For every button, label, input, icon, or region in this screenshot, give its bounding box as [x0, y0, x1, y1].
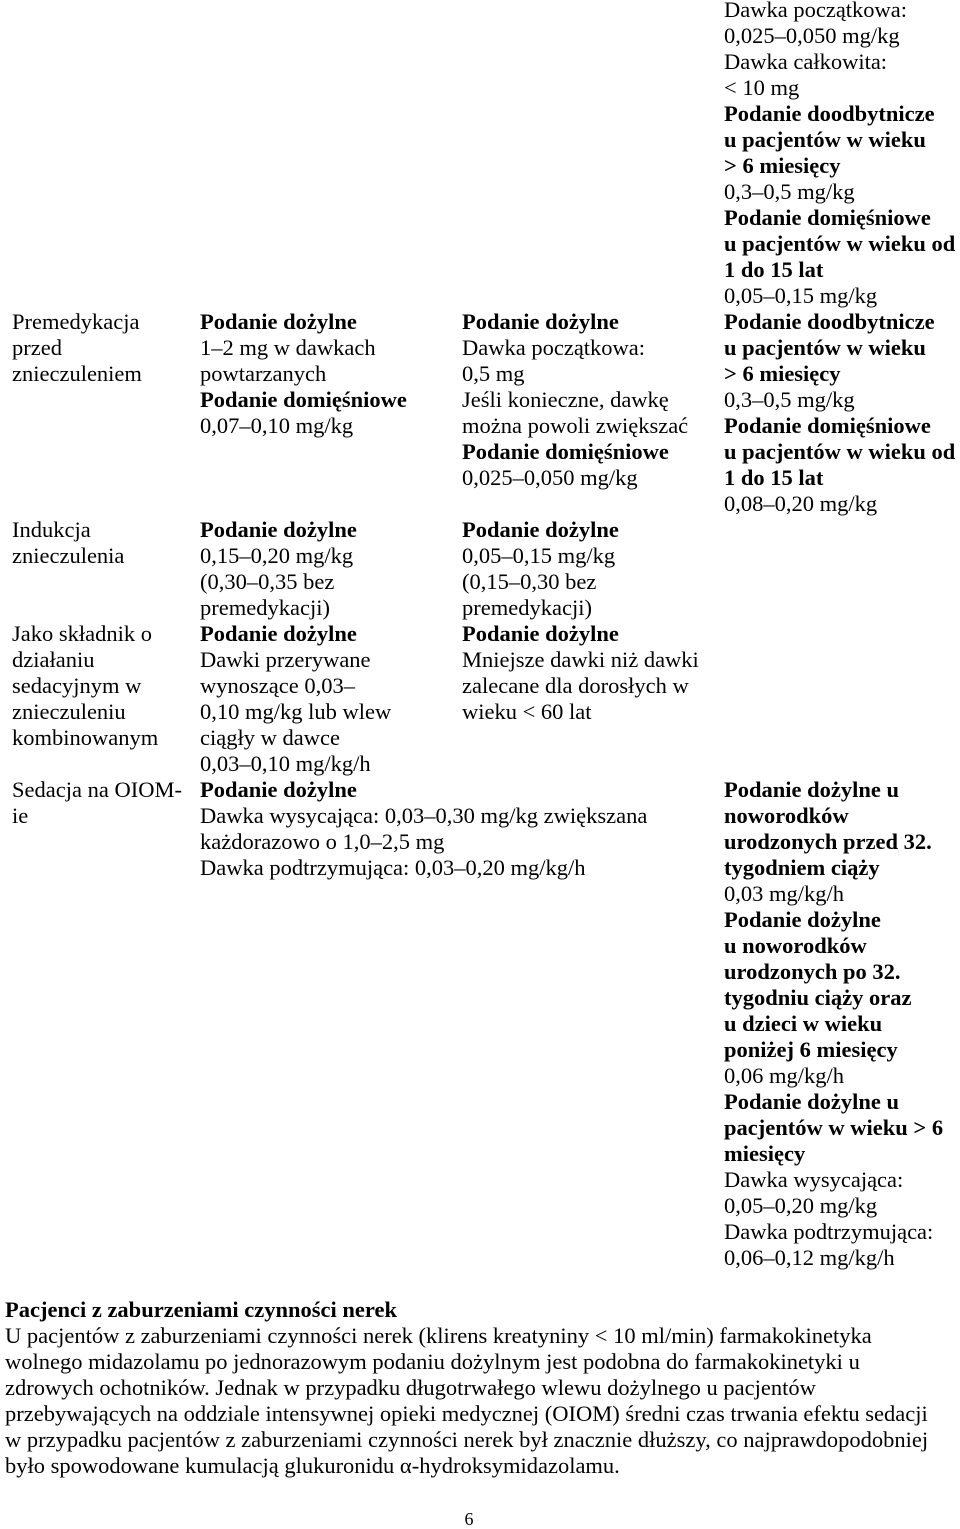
dose-text: 0,06 mg/kg/h [724, 1063, 845, 1088]
dose-text: wynoszące 0,03– [200, 673, 355, 698]
dose-text: Dawki przerywane [200, 647, 371, 672]
dose-text: Dawka podtrzymująca: 0,03–0,20 mg/kg/h [200, 855, 586, 880]
route-heading: Podanie doodbytnicze [724, 101, 935, 126]
page-number: 6 [464, 1509, 474, 1529]
indication-text: Indukcja [12, 517, 91, 542]
route-heading: Podanie doodbytnicze [724, 309, 935, 334]
route-heading: u pacjentów w wieku [724, 127, 926, 152]
dose-text: 0,05–0,20 mg/kg [724, 1193, 878, 1218]
route-heading: Podanie dożylne [200, 517, 357, 542]
indication-text: znieczuleniem [12, 361, 142, 386]
dose-cell [200, 621, 391, 777]
route-heading: urodzonych przed 32. [724, 829, 932, 854]
dose-text: powtarzanych [200, 361, 327, 386]
dose-text: Dawka całkowita: [724, 49, 888, 74]
indication-text: Jako składnik o [12, 621, 152, 646]
dose-cell [724, 777, 943, 1271]
dose-text: 0,025–0,050 mg/kg [462, 465, 638, 490]
route-heading: Podanie dożylne u [724, 777, 900, 802]
route-heading: Podanie domięśniowe [724, 205, 931, 230]
route-heading: miesięcy [724, 1141, 806, 1166]
renal-paragraph-line: przebywających na oddziale intensywnej opieki medycznej (OIOM) średni czas trwania efektu sedacji [5, 1401, 928, 1426]
route-heading: Podanie dożylne [200, 777, 357, 802]
indication-text: ie [12, 803, 29, 828]
route-heading: noworodków [724, 803, 849, 828]
dose-text: premedykacji) [462, 595, 592, 620]
route-heading: Podanie domięśniowe [462, 439, 669, 464]
indication-cell-combined-anaesthesia [12, 621, 158, 751]
indication-text: Sedacja na OIOM- [12, 777, 182, 802]
dose-text: 0,10 mg/kg lub wlew [200, 699, 392, 724]
dose-text: (0,30–0,35 bez [200, 569, 335, 594]
dose-cell [200, 309, 407, 439]
route-heading: urodzonych po 32. [724, 959, 901, 984]
route-heading: Podanie dożylne [462, 621, 619, 646]
dose-text: 0,06–0,12 mg/kg/h [724, 1245, 895, 1270]
indication-text: znieczuleniu [12, 699, 126, 724]
dose-cell [724, 309, 955, 517]
dose-cell-merged [200, 777, 647, 881]
dose-text: 0,03–0,10 mg/kg/h [200, 751, 371, 776]
dose-cell [462, 517, 619, 621]
route-heading: 1 do 15 lat [724, 465, 824, 490]
route-heading: Podanie dożylne [200, 309, 357, 334]
dose-text: 0,07–0,10 mg/kg [200, 413, 354, 438]
dose-text: 0,5 mg [462, 361, 525, 386]
dose-text: Dawka wysycająca: 0,03–0,30 mg/kg zwiększana [200, 803, 648, 828]
renal-section [5, 1297, 928, 1479]
dose-text: 0,025–0,050 mg/kg [724, 23, 900, 48]
indication-cell-icu-sedation [12, 777, 182, 829]
dose-text: ciągły w dawce [200, 725, 340, 750]
route-heading: Podanie domięśniowe [200, 387, 407, 412]
dose-text: Dawka podtrzymująca: [724, 1219, 934, 1244]
renal-paragraph-line: wolnego midazolamu po jednorazowym podaniu dożylnym jest podobna do farmakokinetyki u [5, 1349, 860, 1374]
dose-text: wieku < 60 lat [462, 699, 592, 724]
route-heading: tygodniem ciąży [724, 855, 880, 880]
route-heading: poniżej 6 miesięcy [724, 1037, 898, 1062]
renal-paragraph-line: U pacjentów z zaburzeniami czynności nerek (klirens kreatyniny < 10 ml/min) farmakokinetyka [5, 1323, 872, 1348]
dose-text: 0,05–0,15 mg/kg [724, 283, 878, 308]
route-heading: u pacjentów w wieku od [724, 231, 956, 256]
indication-text: znieczulenia [12, 543, 125, 568]
indication-text: przed [12, 335, 62, 360]
indication-text: Premedykacja [12, 309, 140, 334]
route-heading: Podanie dożylne u [724, 1089, 900, 1114]
dose-cell [200, 517, 357, 621]
dose-text: Dawka początkowa: [462, 335, 646, 360]
route-heading: u noworodków [724, 933, 867, 958]
dose-cell-continued [724, 0, 955, 309]
dose-cell [462, 309, 688, 491]
route-heading: tygodniu ciąży oraz [724, 985, 912, 1010]
renal-heading: Pacjenci z zaburzeniami czynności nerek [5, 1297, 398, 1322]
dose-text: 0,05–0,15 mg/kg [462, 543, 616, 568]
route-heading: Podanie dożylne [724, 907, 881, 932]
dose-text: każdorazowo o 1,0–2,5 mg [200, 829, 445, 854]
route-heading: pacjentów w wieku > 6 [724, 1115, 944, 1140]
route-heading: Podanie domięśniowe [724, 413, 931, 438]
route-heading: Podanie dożylne [200, 621, 357, 646]
route-heading: > 6 miesięcy [724, 361, 841, 386]
indication-text: sedacyjnym w [12, 673, 142, 698]
indication-cell-premedication [12, 309, 142, 387]
renal-paragraph-line: zdrowych ochotników. Jednak w przypadku długotrwałego wlewu dożylnego u pacjentów [5, 1375, 816, 1400]
dose-text: 1–2 mg w dawkach [200, 335, 376, 360]
dose-text: (0,15–0,30 bez [462, 569, 597, 594]
dose-text: < 10 mg [724, 75, 800, 100]
dose-text: 0,3–0,5 mg/kg [724, 179, 855, 204]
dose-cell [462, 621, 699, 725]
indication-text: działaniu [12, 647, 95, 672]
dose-text: 0,3–0,5 mg/kg [724, 387, 855, 412]
route-heading: 1 do 15 lat [724, 257, 824, 282]
dose-text: Mniejsze dawki niż dawki [462, 647, 699, 672]
indication-text: kombinowanym [12, 725, 159, 750]
dose-text: Jeśli konieczne, dawkę [462, 387, 669, 412]
route-heading: u pacjentów w wieku [724, 335, 926, 360]
route-heading: u dzieci w wieku [724, 1011, 883, 1036]
dose-text: Dawka początkowa: [724, 0, 908, 22]
dose-text: Dawka wysycająca: [724, 1167, 904, 1192]
dose-text: premedykacji) [200, 595, 330, 620]
renal-paragraph-line: w przypadku pacjentów z zaburzeniami czynności nerek był znacznie dłuższy, co najprawdopodobniej [5, 1427, 929, 1452]
route-heading: > 6 miesięcy [724, 153, 841, 178]
route-heading: Podanie dożylne [462, 309, 619, 334]
dose-text: można powoli zwiększać [462, 413, 689, 438]
route-heading: Podanie dożylne [462, 517, 619, 542]
dose-text: 0,15–0,20 mg/kg [200, 543, 354, 568]
indication-cell-induction [12, 517, 124, 569]
dose-text: zalecane dla dorosłych w [462, 673, 689, 698]
dose-text: 0,03 mg/kg/h [724, 881, 845, 906]
route-heading: u pacjentów w wieku od [724, 439, 956, 464]
renal-paragraph-line: było spowodowane kumulacją glukuronidu α-hydroksymidazolamu. [5, 1453, 620, 1478]
dose-text: 0,08–0,20 mg/kg [724, 491, 878, 516]
